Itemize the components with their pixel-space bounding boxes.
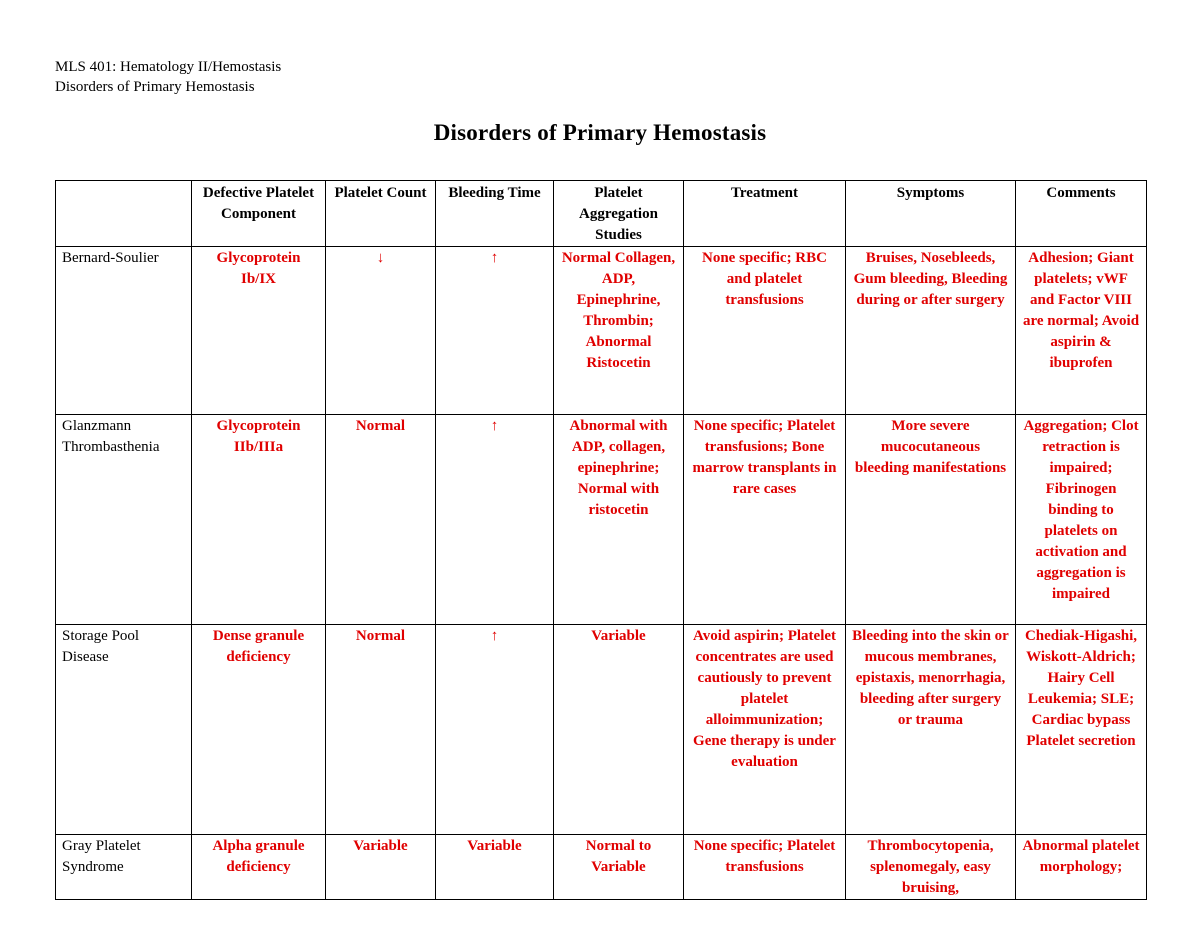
course-line: MLS 401: Hematology II/Hemostasis (55, 59, 282, 75)
table-cell: Avoid aspirin; Platelet concentrates are used cautiously to prevent platelet alloimmunization; Gene therapy is under evaluation (684, 625, 846, 835)
table-cell: Abnormal platelet morphology; (1016, 835, 1147, 900)
topic-line: Disorders of Primary Hemostasis (55, 79, 255, 95)
table-row (56, 247, 1147, 415)
table-cell: Bleeding into the skin or mucous membranes, epistaxis, menorrhagia, bleeding after surgery or trauma (846, 625, 1016, 835)
table-cell: Abnormal with ADP, collagen, epinephrine; Normal with ristocetin (554, 415, 684, 625)
table-cell: Variable (436, 835, 554, 900)
table-cell: Dense granule deficiency (192, 625, 326, 835)
column-header: Bleeding Time (436, 181, 554, 247)
column-header: Treatment (684, 181, 846, 247)
table-cell: Normal (326, 415, 436, 625)
table-cell: Alpha granule deficiency (192, 835, 326, 900)
table-cell: Variable (326, 835, 436, 900)
table-row (56, 415, 1147, 625)
table-cell: Chediak-Higashi, Wiskott-Aldrich; Hairy Cell Leukemia; SLE; Cardiac bypass Platelet secretion (1016, 625, 1147, 835)
table-cell: Normal Collagen, ADP, Epinephrine, Thrombin; Abnormal Ristocetin (554, 247, 684, 415)
table-cell: ↑ (436, 415, 554, 625)
table-cell: Bruises, Nosebleeds, Gum bleeding, Bleeding during or after surgery (846, 247, 1016, 415)
table-header-row (56, 181, 1147, 247)
page-title: Disorders of Primary Hemostasis (433, 120, 767, 145)
table-cell: ↑ (436, 247, 554, 415)
row-disorder: Bernard-Soulier (56, 247, 192, 415)
column-header (56, 181, 192, 247)
table-cell: Normal (326, 625, 436, 835)
document-header (55, 57, 281, 97)
table-cell: None specific; RBC and platelet transfusions (684, 247, 846, 415)
table-row (56, 835, 1147, 900)
column-header: Platelet Count (326, 181, 436, 247)
disorders-table (55, 180, 1147, 900)
table-cell: Thrombocytopenia, splenomegaly, easy bruising, (846, 835, 1016, 900)
column-header: Symptoms (846, 181, 1016, 247)
column-header: Comments (1016, 181, 1147, 247)
table-cell: Variable (554, 625, 684, 835)
column-header: Platelet Aggregation Studies (554, 181, 684, 247)
row-disorder: Glanzmann Thrombasthenia (56, 415, 192, 625)
table-cell: More severe mucocutaneous bleeding manifestations (846, 415, 1016, 625)
column-header: Defective Platelet Component (192, 181, 326, 247)
table-cell: Normal to Variable (554, 835, 684, 900)
table-row (56, 625, 1147, 835)
row-disorder: Gray Platelet Syndrome (56, 835, 192, 900)
table-cell: None specific; Platelet transfusions (684, 835, 846, 900)
table-cell: ↑ (436, 625, 554, 835)
table-cell: Adhesion; Giant platelets; vWF and Factor VIII are normal; Avoid aspirin & ibuprofen (1016, 247, 1147, 415)
table-cell: Glycoprotein IIb/IIIa (192, 415, 326, 625)
table-cell: Glycoprotein Ib/IX (192, 247, 326, 415)
table-cell: Aggregation; Clot retraction is impaired; Fibrinogen binding to platelets on activation and aggregation is impaired (1016, 415, 1147, 625)
row-disorder: Storage Pool Disease (56, 625, 192, 835)
table-cell: ↓ (326, 247, 436, 415)
table-cell: None specific; Platelet transfusions; Bone marrow transplants in rare cases (684, 415, 846, 625)
